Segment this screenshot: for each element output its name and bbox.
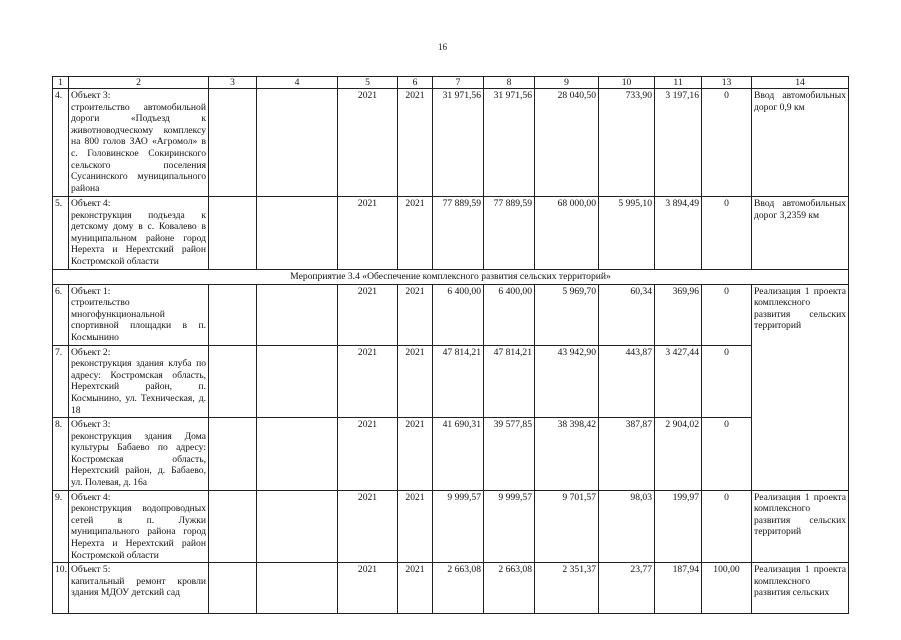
value-col7: 9 999,57 [433, 490, 484, 563]
object-description [69, 89, 209, 197]
empty-cell [209, 490, 257, 563]
object-description [69, 197, 209, 270]
value-col11: 199,97 [655, 490, 702, 563]
value-col9: 38 398,42 [535, 418, 599, 491]
result-clip: Реализация 1 проекта комплексного развития сельских [754, 564, 846, 599]
header-row [53, 77, 849, 89]
end-year: 2021 [398, 197, 433, 270]
value-col9: 28 040,50 [535, 89, 599, 197]
table-row [53, 490, 849, 563]
object-title: Объект 3: [71, 90, 111, 101]
empty-cell [257, 563, 338, 614]
start-year: 2021 [338, 89, 398, 197]
row-number: 7. [53, 345, 69, 418]
object-description [69, 418, 209, 491]
value-col13: 0 [702, 197, 752, 270]
header-cell: 9 [535, 77, 599, 89]
result-text [752, 563, 849, 614]
program-table [52, 76, 849, 614]
object-description [69, 284, 209, 345]
header-cell: 5 [338, 77, 398, 89]
header-cell: 13 [702, 77, 752, 89]
value-col9: 9 701,57 [535, 490, 599, 563]
empty-cell [257, 490, 338, 563]
value-col11: 187,94 [655, 563, 702, 614]
start-year: 2021 [338, 418, 398, 491]
value-col7: 6 400,00 [433, 284, 484, 345]
object-description [69, 345, 209, 418]
value-col10: 387,87 [599, 418, 655, 491]
object-title: Объект 1: [71, 285, 111, 297]
result-text: Ввод автомобильных дорог 3,2359 км [752, 197, 849, 270]
object-text: реконструкция здания клуба по адресу: Костромская область, Нерехтский район, п. Космынино, ул. Техническая, д. 18 [71, 358, 206, 416]
header-cell: 8 [484, 77, 535, 89]
section-title: Мероприятие 3.4 «Обеспечение комплексного развития сельских территорий» [53, 269, 849, 284]
value-col13: 0 [702, 89, 752, 197]
start-year: 2021 [338, 563, 398, 614]
object-title: Объект 3: [71, 419, 111, 431]
object-description [69, 490, 209, 563]
result-text: Реализация 1 проекта комплексного развития сельских территорий [752, 284, 849, 490]
value-col7: 41 690,31 [433, 418, 484, 491]
table-row [53, 284, 849, 345]
object-text: реконструкция здания Дома культуры Бабаево по адресу: Костромская область, Нерехтский район, д. Бабаево, ул. Полевая, д. 16а [71, 430, 206, 489]
value-col11: 3 894,49 [655, 197, 702, 270]
object-text: реконструкция подъезда к детскому дому в с. Ковалево в муниципальном районе город Нерехта и Нерехтский район Костромской области [71, 209, 206, 267]
object-text: строительство автомобильной дороги «Подъезд к животноводческому комплексу на 800 голов ЗАО «Агромол» в с. Головинское Сокиринского сельского поселения Сусанинского муниципального района [71, 101, 206, 194]
value-col13: 100,00 [702, 563, 752, 614]
value-col7: 31 971,56 [433, 89, 484, 197]
end-year: 2021 [398, 490, 433, 563]
end-year: 2021 [398, 345, 433, 418]
header-cell: 10 [599, 77, 655, 89]
value-col9: 2 351,37 [535, 563, 599, 614]
page-number: 16 [438, 42, 447, 52]
object-text: реконструкция водопроводных сетей в п. Лужки муниципального района город Нерехта и Нерехтский район Костромской области [71, 503, 206, 561]
value-col8: 39 577,85 [484, 418, 535, 491]
value-col10: 60,34 [599, 284, 655, 345]
table-row [53, 345, 849, 418]
value-col10: 443,87 [599, 345, 655, 418]
value-col10: 23,77 [599, 563, 655, 614]
row-number: 4. [53, 89, 69, 197]
object-title: Объект 4: [71, 198, 111, 209]
value-col11: 369,96 [655, 284, 702, 345]
row-number: 10. [53, 563, 69, 614]
result-text: Реализация 1 проекта комплексного развития сельских территорий [752, 490, 849, 563]
value-col8: 6 400,00 [484, 284, 535, 345]
object-text: капитальный ремонт кровли здания МДОУ детский сад [71, 575, 206, 599]
empty-cell [209, 418, 257, 491]
end-year: 2021 [398, 418, 433, 491]
empty-cell [257, 284, 338, 345]
header-cell: 6 [398, 77, 433, 89]
result-text: Ввод автомобильных дорог 0,9 км [752, 89, 849, 197]
object-title: Объект 4: [71, 491, 111, 503]
empty-cell [257, 197, 338, 270]
row-number: 9. [53, 490, 69, 563]
empty-cell [257, 418, 338, 491]
start-year: 2021 [338, 284, 398, 345]
value-col7: 47 814,21 [433, 345, 484, 418]
table-row [53, 197, 849, 270]
object-description [69, 563, 209, 614]
header-cell: 3 [209, 77, 257, 89]
value-col11: 3 427,44 [655, 345, 702, 418]
object-title: Объект 2: [71, 346, 111, 358]
end-year: 2021 [398, 89, 433, 197]
value-col8: 77 889,59 [484, 197, 535, 270]
object-title: Объект 5: [71, 564, 111, 576]
start-year: 2021 [338, 345, 398, 418]
value-col11: 2 904,02 [655, 418, 702, 491]
header-cell: 1 [53, 77, 69, 89]
header-cell: 4 [257, 77, 338, 89]
table-row [53, 418, 849, 491]
row-number: 6. [53, 284, 69, 345]
empty-cell [209, 89, 257, 197]
value-col10: 5 995,10 [599, 197, 655, 270]
value-col13: 0 [702, 490, 752, 563]
end-year: 2021 [398, 563, 433, 614]
value-col8: 2 663,08 [484, 563, 535, 614]
start-year: 2021 [338, 490, 398, 563]
header-cell: 11 [655, 77, 702, 89]
header-cell: 2 [69, 77, 209, 89]
value-col9: 43 942,90 [535, 345, 599, 418]
value-col9: 5 969,70 [535, 284, 599, 345]
value-col8: 9 999,57 [484, 490, 535, 563]
row-number: 8. [53, 418, 69, 491]
empty-cell [209, 563, 257, 614]
value-col10: 98,03 [599, 490, 655, 563]
start-year: 2021 [338, 197, 398, 270]
table-row [53, 563, 849, 614]
value-col13: 0 [702, 345, 752, 418]
value-col10: 733,90 [599, 89, 655, 197]
value-col9: 68 000,00 [535, 197, 599, 270]
value-col13: 0 [702, 284, 752, 345]
empty-cell [209, 197, 257, 270]
empty-cell [209, 284, 257, 345]
empty-cell [257, 345, 338, 418]
empty-cell [257, 89, 338, 197]
table-row [53, 89, 849, 197]
value-col8: 47 814,21 [484, 345, 535, 418]
empty-cell [209, 345, 257, 418]
header-cell: 14 [752, 77, 849, 89]
value-col11: 3 197,16 [655, 89, 702, 197]
object-text: строительство многофункциональной спортивной площадки в п. Космынино [71, 297, 206, 343]
end-year: 2021 [398, 284, 433, 345]
header-cell: 7 [433, 77, 484, 89]
value-col8: 31 971,56 [484, 89, 535, 197]
value-col13: 0 [702, 418, 752, 491]
value-col7: 2 663,08 [433, 563, 484, 614]
row-number: 5. [53, 197, 69, 270]
section-row [53, 269, 849, 284]
value-col7: 77 889,59 [433, 197, 484, 270]
